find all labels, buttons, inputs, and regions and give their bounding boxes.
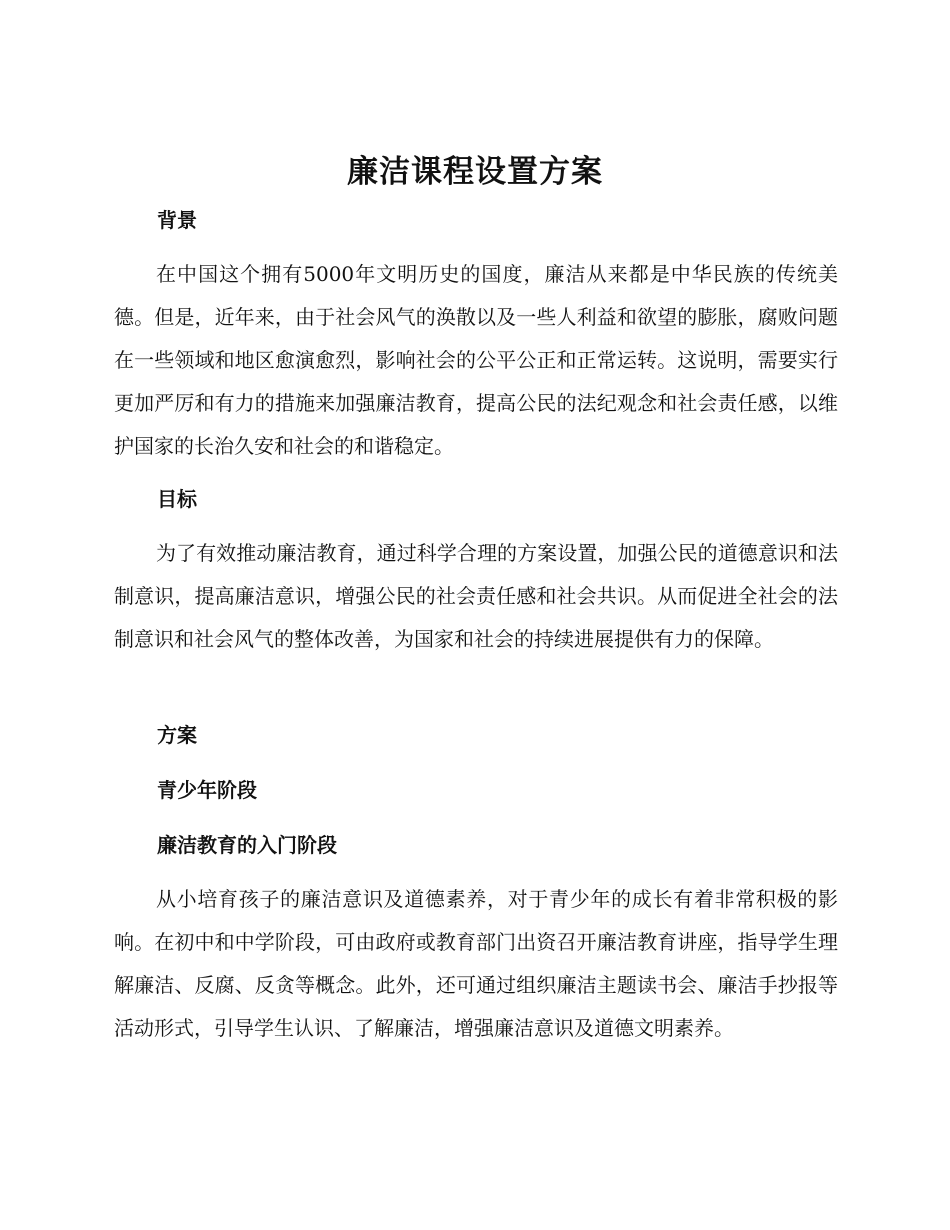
section-heading-plan: 方案 [157, 723, 197, 747]
section-paragraph-goal: 为了有效推动廉洁教育，通过科学合理的方案设置，加强公民的道德意识和法制意识，提高廉洁意识，增强公民的社会责任感和社会共识。从而促进全社会的法制意识和社会风气的整体改善，为国家和社会的持续进展提供有力的保障。 [114, 541, 838, 651]
section-heading-youth-stage: 青少年阶段 [157, 778, 257, 802]
document-title: 廉洁课程设置方案 [347, 154, 603, 190]
section-heading-goal: 目标 [157, 487, 197, 511]
section-paragraph-intro-stage: 从小培育孩子的廉洁意识及道德素养，对于青少年的成长有着非常积极的影响。在初中和中学阶段，可由政府或教育部门出资召开廉洁教育讲座，指导学生理解廉洁、反腐、反贪等概念。此外，还可通过组织廉洁主题读书会、廉洁手抄报等活动形式，引导学生认识、了解廉洁，增强廉洁意识及道德文明素养。 [114, 887, 838, 1040]
section-heading-background: 背景 [157, 208, 197, 232]
section-paragraph-background: 在中国这个拥有5000年文明历史的国度，廉洁从来都是中华民族的传统美德。但是，近年来，由于社会风气的涣散以及一些人利益和欲望的膨胀，腐败问题在一些领域和地区愈演愈烈，影响社会的公平公正和正常运转。这说明，需要实行更加严厉和有力的措施来加强廉洁教育，提高公民的法纪观念和社会责任感，以维护国家的长治久安和社会的和谐稳定。 [114, 262, 838, 458]
section-heading-intro-stage: 廉洁教育的入门阶段 [157, 833, 337, 857]
